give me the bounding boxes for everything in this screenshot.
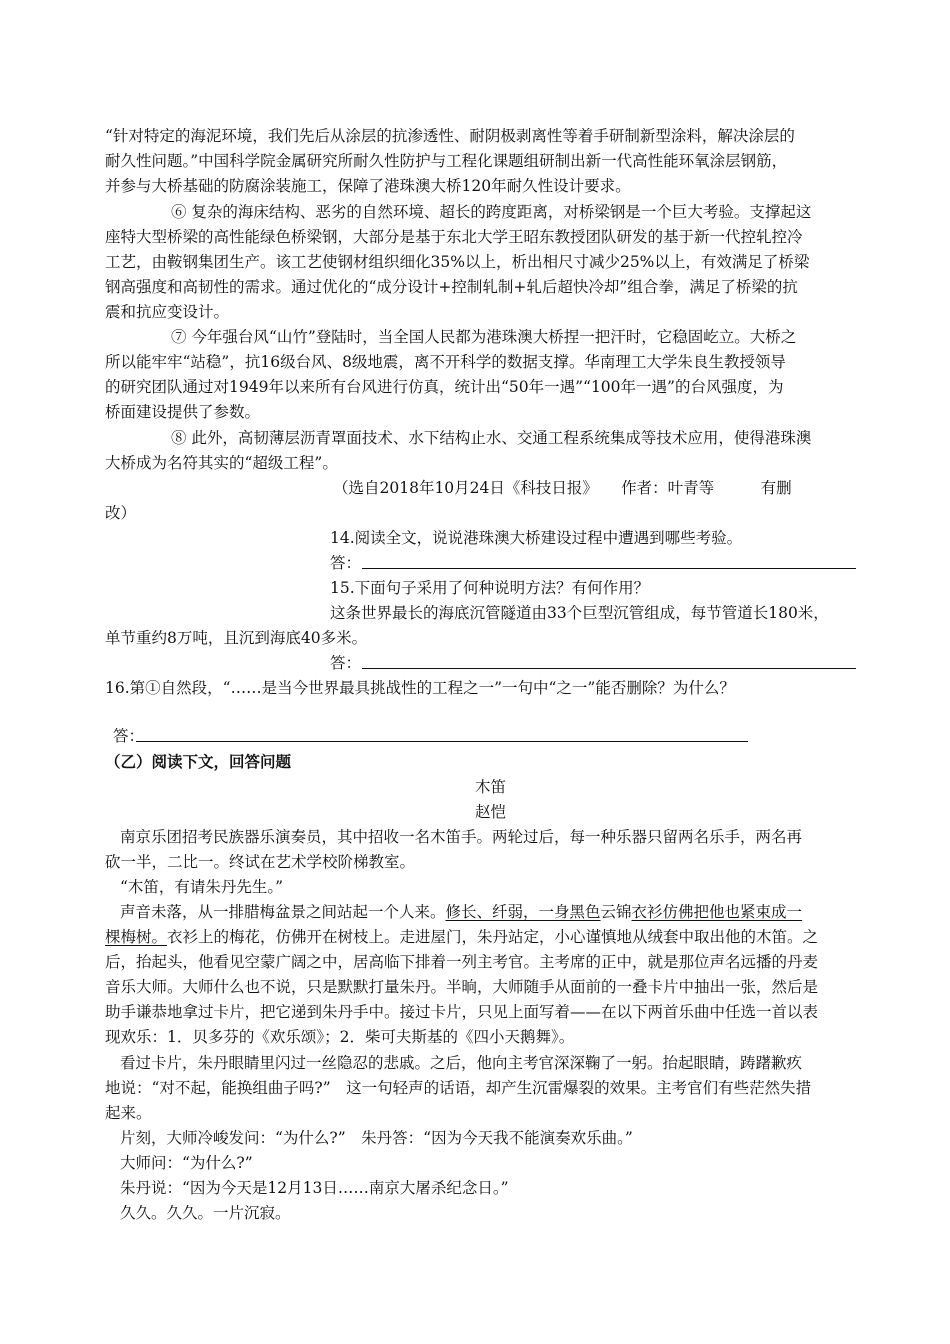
passage-b-paragraph-1: 南京乐团招考民族器乐演奏员，其中招收一名木笛手。两轮过后，每一种乐器只留两名乐手，两名再 (120, 828, 803, 846)
p3-underlined-c: 棵梅树。 (105, 928, 168, 946)
paragraph-8-start: ⑧ 此外，高韧薄层沥青罩面技术、水下结构止水、交通工程系统集成等技术应用，使得港珠澳 (171, 429, 812, 447)
source-citation-tail: 改） (105, 504, 137, 522)
question-15-quote: 这条世界最长的海底沉管隧道由33个巨型沉管组成，每节管道长180米， (330, 604, 829, 622)
passage-a-line: “针对特定的海泥环境，我们先后从涂层的抗渗透性、耐阴极剥离性等着手研制新型涂料，解决涂层的 (105, 127, 795, 145)
passage-a-line: 座特大型桥梁的高性能绿色桥梁钢，大部分是基于东北大学王昭东教授团队研发的基于新一代控轧控冷 (105, 228, 803, 246)
passage-b-line (105, 925, 818, 950)
answer-label-16: 答： (113, 727, 145, 745)
source-citation: （选自2018年10月24日《科技日报》 作者：叶青等 有删 (333, 479, 792, 497)
answer-line-15[interactable] (362, 668, 856, 669)
question-15-quote-cont: 单节重约8万吨，且沉到海底40多米。 (105, 629, 368, 647)
passage-b-paragraph-2: “木笛，有请朱丹先生。” (120, 878, 284, 896)
question-16: 16.第①自然段，“……是当今世界最具挑战性的工程之一”一句中“之一”能否删除？为什么？ (105, 679, 735, 697)
passage-a-line: 并参与大桥基础的防腐涂装施工，保障了港珠澳大桥120年耐久性设计要求。 (105, 177, 631, 195)
answer-line-16[interactable] (136, 741, 748, 742)
question-15: 15.下面句子采用了何种说明方法？有何作用？ (330, 579, 650, 597)
passage-a-line: 工艺，由鞍钢集团生产。该工艺使钢材组织细化35%以上，析出相尺寸减少25%以上，有效满足了桥梁 (105, 253, 810, 271)
p3-plain: 声音未落，从一排腊梅盆景之间站起一个人来。 (120, 903, 446, 921)
question-14: 14.阅读全文，说说港珠澳大桥建设过程中遭遇到哪些考验。 (330, 529, 743, 547)
passage-a-line: 的研究团队通过对1949年以来所有台风进行仿真，统计出“50年一遇”“100年一遇”的台风强度，为 (105, 378, 784, 396)
passage-a-line: 震和抗应变设计。 (105, 303, 230, 321)
answer-label-14: 答： (330, 554, 362, 572)
p3-underlined-b: 衣衫仿佛把他也紧束成一 (631, 903, 803, 921)
passage-b-line: 后，抬起头，他看见空蒙广阔之中，居高临下排着一列主考官。主考席的正中，就是那位声名远播的丹麦 (105, 953, 819, 971)
passage-b-line: 起来。 (105, 1104, 152, 1122)
passage-b-paragraph-8: 久久。久久。一片沉寂。 (120, 1204, 291, 1222)
passage-b-line: 助手谦恭地拿过卡片，把它递到朱丹手中。接过卡片，只见上面写着——在以下两首乐曲中任选一首以表 (105, 1003, 819, 1021)
answer-line-14[interactable] (362, 568, 856, 569)
passage-a-line: 耐久性问题。”中国科学院金属研究所耐久性防护与工程化课题组研制出新一代高性能环氧涂层钢筋， (105, 152, 788, 170)
article-title: 木笛 (475, 778, 507, 796)
passage-a-line: 大桥成为名符其实的“超级工程”。 (105, 454, 338, 472)
passage-a-line: 桥面建设提供了参数。 (105, 403, 261, 421)
p3-rest: 衣衫上的梅花，仿佛开在树枝上。走进屋门，朱丹站定，小心谨慎地从绒套中取出他的木笛。之 (167, 928, 819, 946)
p3-underlined-a: 修长、纤弱，一身黑色 (445, 903, 601, 921)
paragraph-6-start: ⑥ 复杂的海床结构、恶劣的自然环境、超长的跨度距离，对桥梁钢是一个巨大考验。支撑起这 (171, 203, 812, 221)
p3-plain-b: 云锦 (600, 903, 632, 921)
passage-b-paragraph-5: 片刻，大师冷峻发问：“为什么?” 朱丹答：“因为今天我不能演奏欢乐曲。” (120, 1129, 633, 1147)
passage-b-paragraph-4: 看过卡片，朱丹眼睛里闪过一丝隐忍的悲戚。之后，他向主考官深深鞠了一躬。抬起眼睛，踌躇歉疚 (120, 1054, 803, 1072)
passage-a-line: 所以能牢牢“站稳”，抗16级台风、8级地震，离不开科学的数据支撑。华南理工大学朱良生教授领导 (105, 353, 786, 371)
answer-label-15: 答： (330, 654, 362, 672)
passage-b-paragraph-3 (120, 900, 802, 925)
passage-b-line: 现欢乐：1．贝多芬的《欢乐颂》；2．柴可夫斯基的《四小天鹅舞》。 (105, 1028, 575, 1046)
passage-b-line: 音乐大师。大师什么也不说，只是默默打量朱丹。半晌，大师随手从面前的一叠卡片中抽出一张，然后是 (105, 978, 819, 996)
passage-a-line: 钢高强度和高韧性的需求。通过优化的“成分设计+控制轧制+轧后超快冷却”组合拳，满足了桥梁的抗 (105, 278, 798, 296)
passage-b-line: 地说：“对不起，能换组曲子吗?” 这一句轻声的话语，却产生沉雷爆裂的效果。主考官们有些茫然失措 (105, 1079, 812, 1097)
paragraph-7-start: ⑦ 今年强台风“山竹”登陆时，当全国人民都为港珠澳大桥捏一把汗时，它稳固屹立。大桥之 (171, 328, 797, 346)
passage-b-paragraph-7: 朱丹说：“因为今天是12月13日……南京大屠杀纪念日。” (120, 1179, 509, 1197)
passage-b-paragraph-6: 大师问：“为什么?” (120, 1154, 253, 1172)
section-b-heading: （乙）阅读下文，回答问题 (105, 752, 292, 771)
article-author: 赵恺 (475, 803, 507, 821)
passage-b-line: 砍一半，二比一。终试在艺术学校阶梯教室。 (105, 853, 416, 871)
